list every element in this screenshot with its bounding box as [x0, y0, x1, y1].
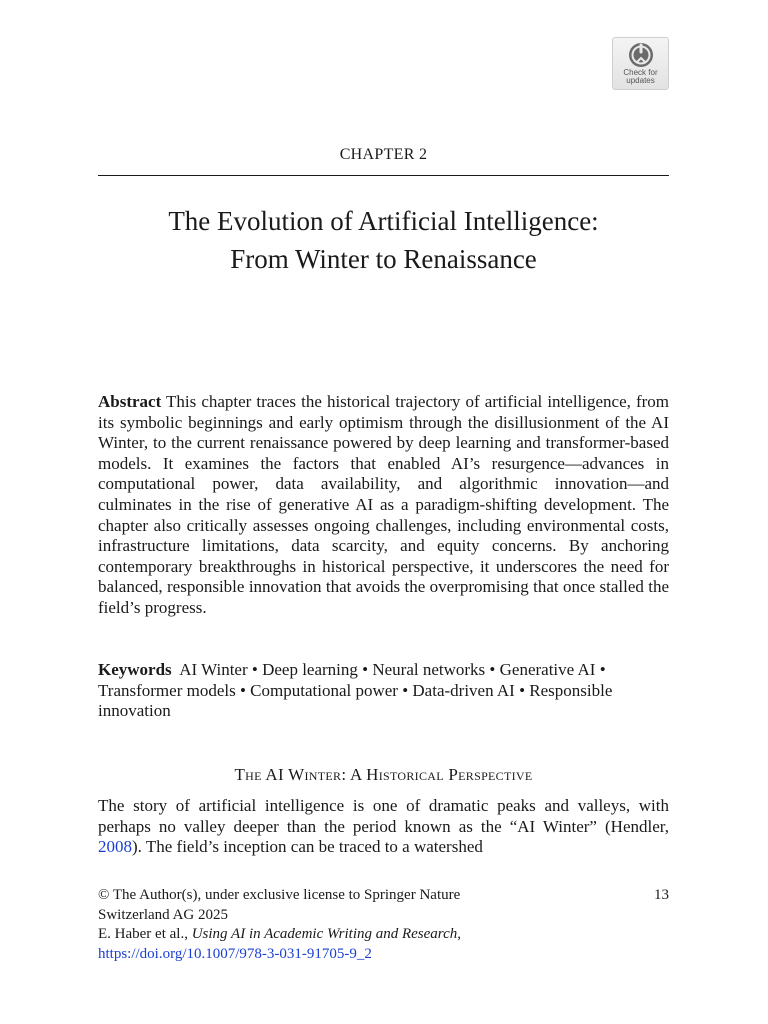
abstract-paragraph: [98, 392, 669, 619]
body-paragraph: [98, 796, 669, 858]
section-heading: The AI Winter: A Historical Perspective: [234, 765, 533, 784]
body-text-end: ). The field’s inception can be traced to a watershed: [132, 837, 483, 857]
check-for-updates-badge[interactable]: [612, 37, 669, 90]
badge-label: Check for updates: [623, 68, 658, 85]
page-number: 13: [654, 887, 669, 903]
chapter-title: [98, 202, 669, 278]
book-title: Using AI in Academic Writing and Research: [191, 926, 458, 942]
keywords-paragraph: [98, 660, 669, 722]
check-for-updates-icon: [628, 42, 654, 68]
body-text-start: The story of artificial intelligence is one of dramatic peaks and valleys, with perhaps no valley deeper than the period known as the “AI Winter” (Hendler,: [98, 796, 669, 836]
title-line-2: From Winter to Renaissance: [230, 244, 537, 274]
book-reference: E. Haber et al., Using AI in Academic Writing and Research,: [98, 926, 461, 942]
keywords-text: AI Winter • Deep learning • Neural networks • Generative AI • Transformer models • Computational power • Data-driven AI • Responsible innovation: [98, 660, 613, 721]
copyright-line-1: © The Author(s), under exclusive license to Springer Nature: [98, 887, 461, 903]
abstract-label: Abstract: [98, 392, 162, 411]
copyright-line-2: Switzerland AG 2025: [98, 906, 228, 923]
title-rule: [98, 175, 669, 176]
abstract-text: This chapter traces the historical trajectory of artificial intelligence, from its symbolic beginnings and early optimism through the disillusionment of the AI Winter, to the current renaissance powered by deep learning and transformer-based models. It examines the factors that enabled AI’s resurgence—advances in computational power, data availability, and algorithmic innovation—and culminates in the rise of generative AI as a paradigm-shifting development. The chapter also critically assesses ongoing challenges, including environmental costs, infrastructure limitations, data scarcity, and equity concerns. By anchoring contemporary breakthroughs in historical perspective, it underscores the need for balanced, responsible innovation that avoids the overpromising that once stalled the field’s progress.: [98, 392, 669, 617]
footer: [98, 886, 669, 964]
chapter-label: CHAPTER 2: [339, 146, 428, 163]
doi-link[interactable]: https://doi.org/10.1007/978-3-031-91705-9_2: [98, 945, 372, 962]
citation-link[interactable]: 2008: [98, 837, 132, 857]
title-line-1: The Evolution of Artificial Intelligence:: [168, 206, 599, 236]
keywords-label: Keywords: [98, 660, 172, 679]
authors: E. Haber et al.,: [98, 926, 188, 942]
